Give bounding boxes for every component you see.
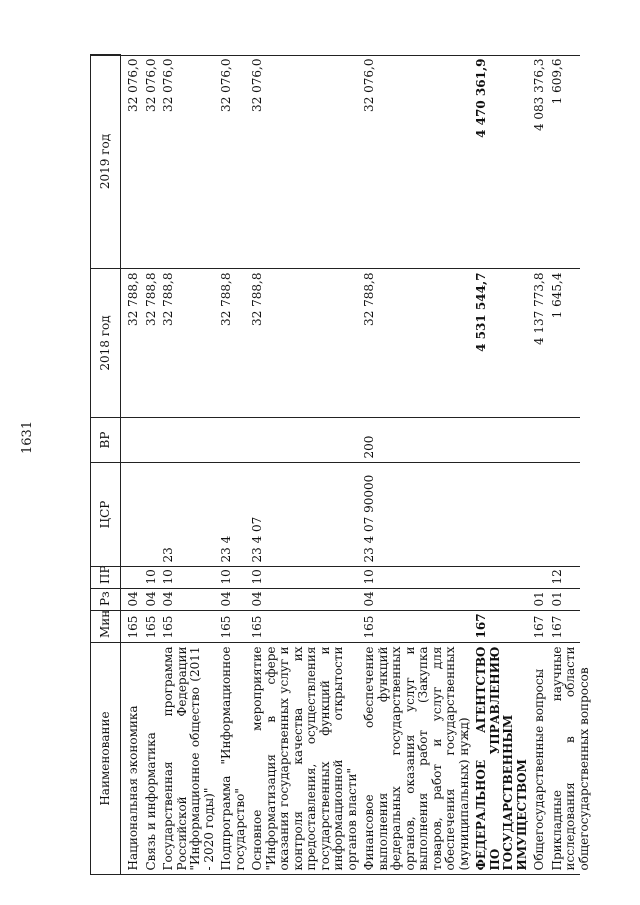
cell-rz: 01	[532, 591, 546, 607]
cell-csr	[121, 463, 143, 567]
cell-pr: 10	[250, 569, 264, 585]
cell-2019: 1 609,6	[549, 58, 564, 105]
cell-vr	[531, 418, 549, 463]
cell-2019: 32 076,0	[143, 58, 158, 112]
cell-rz	[473, 589, 531, 611]
cell-2018: 32 788,8	[219, 272, 233, 326]
cell-csr: 23 4 07	[250, 516, 264, 563]
header-rz: Рз	[91, 589, 121, 611]
cell-name: Общегосударственные вопросы	[532, 668, 546, 871]
table-row	[473, 55, 531, 875]
cell-min: 167	[549, 615, 564, 639]
header-csr: ЦСР	[91, 463, 121, 567]
cell-name: Государственная программа Российской Федерации "Информационное общество (2011 - 2020 годы)"	[161, 646, 216, 871]
cell-2019: 4 470 361,9	[474, 58, 488, 138]
cell-rz: 04	[362, 591, 376, 607]
cell-2019: 32 076,0	[161, 58, 175, 112]
cell-csr	[531, 463, 549, 567]
cell-pr: 10	[161, 569, 175, 585]
table-header-row	[91, 55, 121, 875]
cell-vr	[473, 418, 531, 463]
cell-2018: 32 788,8	[161, 272, 175, 326]
cell-csr	[143, 463, 161, 567]
cell-vr: 200	[362, 435, 376, 459]
cell-min: 167	[474, 613, 488, 639]
cell-pr	[473, 567, 531, 589]
budget-table	[90, 54, 593, 875]
cell-2018: 32 788,8	[143, 272, 158, 326]
table-row	[361, 55, 473, 875]
budget-table-rotated	[90, 55, 591, 875]
cell-pr	[531, 567, 549, 589]
cell-2018: 32 788,8	[250, 272, 264, 326]
cell-2019: 32 076,0	[219, 58, 233, 112]
cell-name: Связь и информатика	[143, 732, 158, 871]
cell-vr	[549, 418, 594, 463]
cell-min: 165	[161, 615, 175, 639]
cell-2018: 1 645,4	[549, 272, 564, 319]
cell-name: ФЕДЕРАЛЬНОЕ АГЕНТСТВО ПО УПРАВЛЕНИЮ ГОСУДАРСТВЕННЫМ ИМУЩЕСТВОМ	[474, 646, 529, 871]
cell-vr	[218, 418, 249, 463]
table-row	[531, 55, 549, 875]
table-row	[249, 55, 361, 875]
cell-pr: 10	[362, 569, 376, 585]
cell-csr	[473, 463, 531, 567]
table-body	[121, 55, 594, 875]
header-name: Наименование	[91, 643, 121, 875]
cell-rz: 04	[143, 591, 158, 607]
cell-2019: 32 076,0	[126, 58, 140, 112]
cell-2018: 4 137 773,8	[532, 272, 546, 346]
cell-min: 167	[532, 615, 546, 639]
cell-min: 165	[126, 615, 140, 639]
cell-vr	[249, 418, 361, 463]
cell-2018: 32 788,8	[126, 272, 140, 326]
cell-vr	[143, 418, 161, 463]
table-row	[121, 55, 143, 875]
cell-min: 165	[219, 615, 233, 639]
cell-rz: 04	[161, 591, 175, 607]
cell-2018: 32 788,8	[362, 272, 376, 326]
cell-name: Прикладные научные исследования в области общегосударственных вопросов	[549, 646, 591, 871]
table-row	[160, 55, 218, 875]
cell-pr: 10	[219, 569, 233, 585]
cell-rz: 04	[219, 591, 233, 607]
cell-2019: 4 083 376,3	[532, 58, 546, 132]
cell-vr	[160, 418, 218, 463]
cell-name: Основное мероприятие "Информатизация в сфере оказания государственных услуг и контроля качества их предоставления, осуществления государственных функций и информационной открытости органов власти"	[250, 646, 359, 871]
header-pr: ПР	[91, 567, 121, 589]
cell-rz: 01	[549, 591, 564, 607]
cell-pr: 10	[143, 569, 158, 585]
cell-csr: 23	[161, 547, 175, 563]
cell-min: 165	[143, 615, 158, 639]
cell-pr	[121, 567, 143, 589]
cell-2019: 32 076,0	[250, 58, 264, 112]
cell-csr: 23 4 07 90000	[362, 474, 376, 563]
cell-rz: 04	[126, 591, 140, 607]
cell-pr: 12	[549, 569, 564, 585]
cell-min: 165	[250, 615, 264, 639]
cell-name: Финансовое обеспечение выполнения функций федеральных государственных органов, оказания услуг и выполнения работ (Закупка товаров, работ и услуг для обеспечения государственных (муниципальных) нужд)	[362, 646, 471, 871]
header-2018: 2018 год	[91, 269, 121, 418]
cell-name: Подпрограмма "Информационное государство"	[219, 646, 247, 871]
cell-min: 165	[362, 615, 376, 639]
cell-2018: 4 531 544,7	[474, 272, 488, 352]
page-number: 1631	[20, 420, 35, 454]
cell-csr	[549, 463, 594, 567]
cell-name: Национальная экономика	[126, 705, 140, 871]
header-2019: 2019 год	[91, 55, 121, 269]
table-row	[143, 55, 161, 875]
cell-rz: 04	[250, 591, 264, 607]
table-row	[549, 55, 594, 875]
header-vr: ВР	[91, 418, 121, 463]
cell-2019: 32 076,0	[362, 58, 376, 112]
table-row	[218, 55, 249, 875]
cell-vr	[121, 418, 143, 463]
cell-csr: 23 4	[219, 535, 233, 563]
header-min: Мин	[91, 611, 121, 643]
